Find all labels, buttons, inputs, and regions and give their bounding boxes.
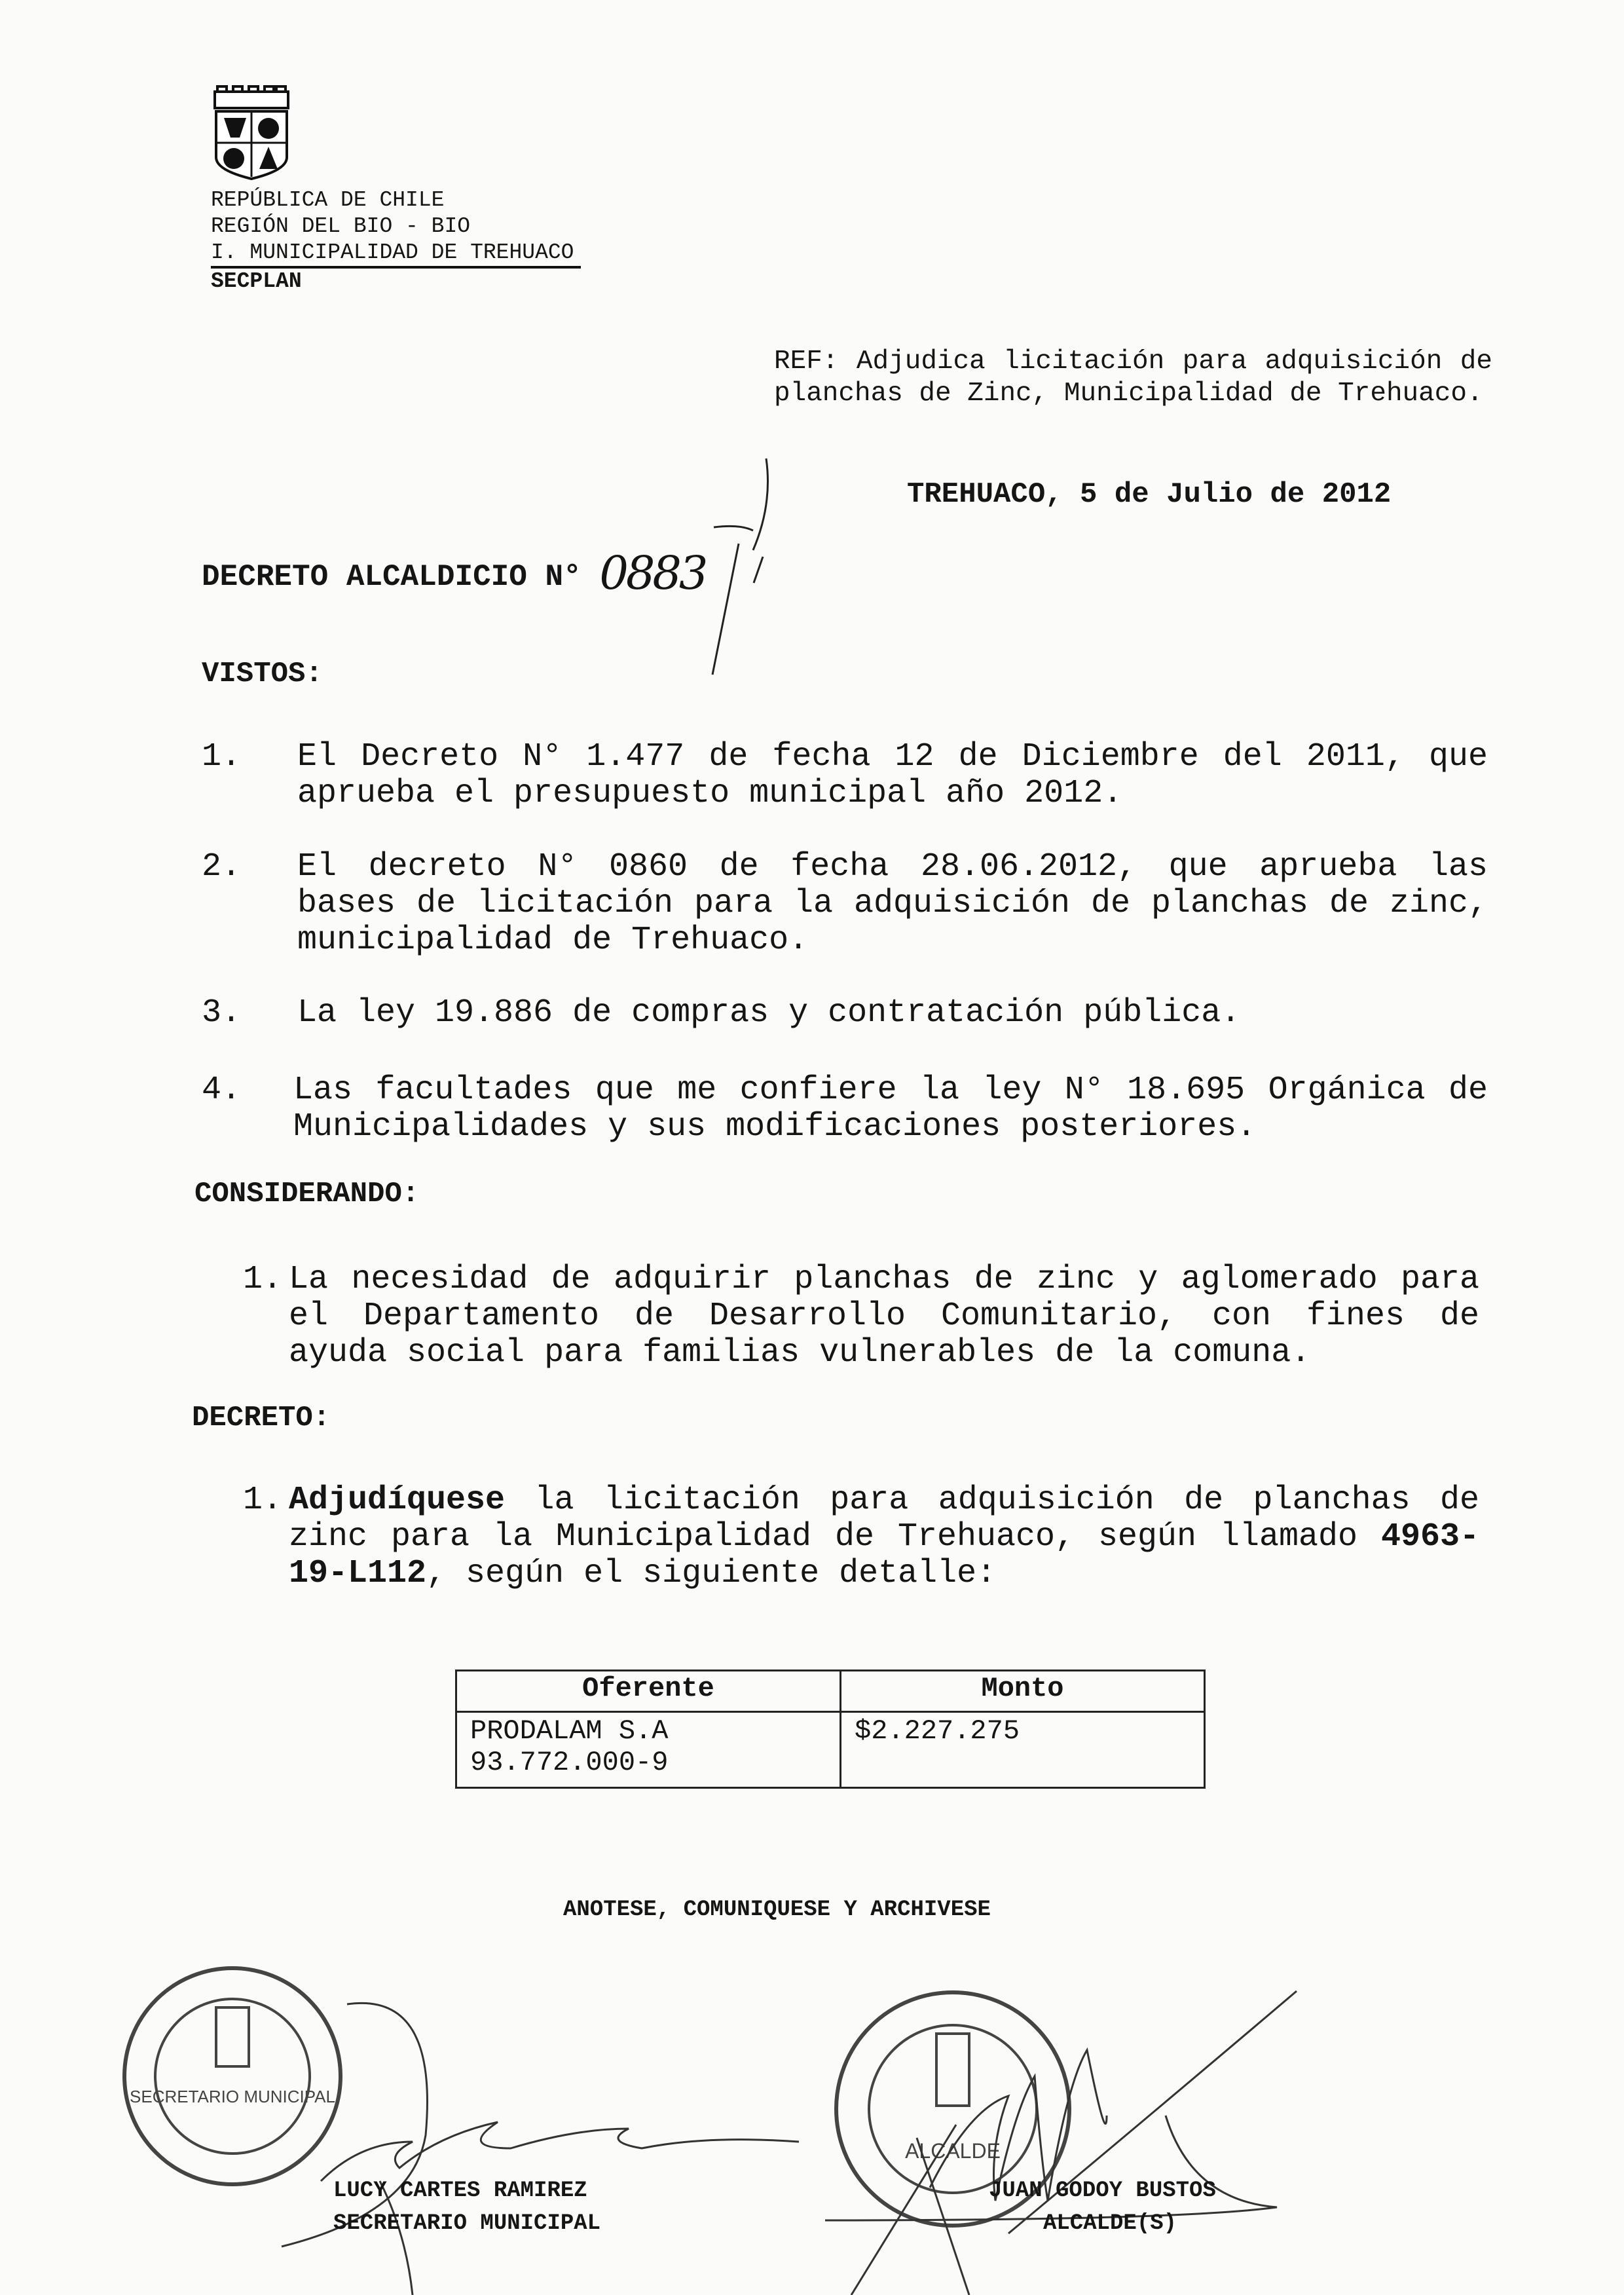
- table-row: [456, 1712, 1205, 1788]
- closing-formula: ANOTESE, COMUNIQUESE Y ARCHIVESE: [563, 1897, 991, 1922]
- region-line: REGIÓN DEL BIO - BIO: [211, 214, 471, 238]
- column-header-monto: Monto: [841, 1671, 1205, 1712]
- item-text: La ley 19.886 de compras y contratación pública.: [297, 994, 1241, 1032]
- item-number: 3.: [202, 994, 242, 1032]
- table-header-row: [456, 1671, 1205, 1712]
- letterhead: [211, 187, 581, 295]
- item-number: 1.: [202, 738, 242, 775]
- award-text-end: , según el siguiente detalle:: [426, 1555, 997, 1592]
- item-text: El decreto N° 0860 de fecha 28.06.2012, que aprueba las bases de licitación para la adquisición de planchas de zinc, municipalidad de Trehuaco.: [297, 848, 1488, 959]
- place-date: TREHUACO, 5 de Julio de 2012: [907, 478, 1392, 511]
- item-number: 1.: [243, 1482, 283, 1519]
- cell-monto: $2.227.275: [841, 1712, 1205, 1788]
- vistos-heading: VISTOS:: [202, 658, 323, 690]
- decree-title-text: DECRETO ALCALDICIO N°: [202, 560, 581, 594]
- award-table: [455, 1670, 1206, 1789]
- country-line: REPÚBLICA DE CHILE: [211, 188, 445, 212]
- bid-code: 4963-19-L112: [289, 1518, 1479, 1592]
- reference-text: REF: Adjudica licitación para adquisición de planchas de Zinc, Municipalidad de Trehuaco.: [774, 346, 1492, 409]
- cell-oferente: [456, 1712, 841, 1788]
- signature-block-secretary: [333, 2174, 600, 2240]
- department-line: SECPLAN: [211, 269, 302, 293]
- signer-name: JUAN GODOY BUSTOS: [989, 2178, 1216, 2203]
- stamp-text: ALCALDE: [905, 2139, 1001, 2163]
- item-number: 4.: [202, 1072, 242, 1109]
- decree-number-handwritten: 0883: [599, 546, 706, 600]
- item-text: [289, 1482, 1479, 1592]
- considerando-heading: CONSIDERANDO:: [194, 1178, 420, 1210]
- signer-name: LUCY CARTES RAMIREZ: [333, 2178, 587, 2203]
- award-text: la licitación para adquisición de planchas de zinc para la Municipalidad de Trehuaco, según llamado: [289, 1482, 1479, 1556]
- handwritten-signatures: [262, 1965, 1428, 2295]
- item-number: 1.: [243, 1261, 283, 1298]
- decree-title: [202, 542, 706, 600]
- coat-of-arms-logo: [211, 85, 292, 180]
- stamp-text: SECRETARIO MUNICIPAL: [130, 2087, 335, 2106]
- decreto-heading: DECRETO:: [192, 1402, 331, 1434]
- item-text: El Decreto N° 1.477 de fecha 12 de Diciembre del 2011, que aprueba el presupuesto municipal año 2012.: [297, 738, 1488, 812]
- signature-block-mayor: [989, 2174, 1216, 2240]
- signer-role: SECRETARIO MUNICIPAL: [333, 2211, 601, 2236]
- signer-role: ALCALDE(S): [1043, 2211, 1177, 2236]
- municipality-line: I. MUNICIPALIDAD DE TREHUACO: [211, 240, 581, 269]
- award-verb: Adjudíquese: [289, 1482, 506, 1519]
- column-header-oferente: Oferente: [456, 1671, 841, 1712]
- oferente-name: PRODALAM S.A: [470, 1715, 669, 1747]
- oferente-rut: 93.772.000-9: [470, 1747, 669, 1778]
- item-text: La necesidad de adquirir planchas de zinc y aglomerado para el Departamento de Desarrollo Comunitario, con fines de ayuda social para familias vulnerables de la comuna.: [289, 1261, 1479, 1371]
- handwritten-slash-mark: [681, 452, 786, 688]
- item-text: Las facultades que me confiere la ley N° 18.695 Orgánica de Municipalidades y sus modificaciones posteriores.: [293, 1072, 1488, 1146]
- item-number: 2.: [202, 848, 242, 886]
